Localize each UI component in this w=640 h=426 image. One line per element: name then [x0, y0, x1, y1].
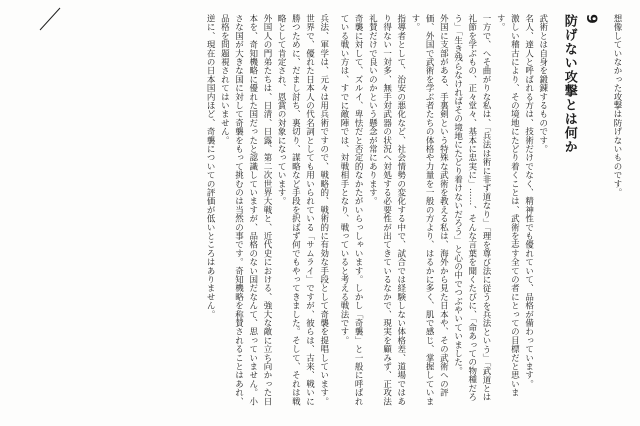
- section-number: 9: [582, 14, 599, 25]
- paragraph: 指導者として、治安の悪化など、社会情勢の変化する中で、試合では経験しない体格差、道場ではあり得ない一対多、無手対武器の状況へ対処する必要性が出てきているなかで、現実を顧みず、正攻法礼賛だけで良いのかという懸念が常にあります。: [367, 14, 406, 406]
- paragraph: 兵法、軍学は、元々は用兵術ですので、戦略的、戦術的に有効な手段として奇襲を提唱しています。: [318, 14, 329, 406]
- paragraph: 名人、達人と呼ばれる方は、技術だけでなく、精神性でも優れていて、品格が備わっています。: [523, 14, 534, 389]
- paragraph: 奇襲に対して、ズルイ、卑怯だと否定的なかたがいらっしゃいます。しかし「奇襲」と一般に呼ばれている戦い方は、すでに敵陣では、対戦相手となり、戦っていると考える戦法です。: [338, 14, 364, 406]
- section-heading: [558, 14, 602, 406]
- vertical-text-body: [14, 14, 624, 406]
- section-title: 防げない攻撃とは何か: [561, 14, 577, 154]
- paragraph: 逆に、現在の日本国内ほど、奇襲についての評価が低いところはありません。: [205, 14, 216, 319]
- paragraph: 武術とは自身を鍛錬するものです。: [537, 14, 548, 154]
- paragraph: 外国に支部がある、手裏剣という特殊な武術を教える私は、海外から見た日本や、その武術への評価、外国で武術を学ぶ者たちの体格や力量を一般の方より、はるかに多く、肌で感じ、掌握しています。: [409, 14, 449, 406]
- paragraph: 世界で、優れた日本人の代名詞としても用いられている「サムライ」ですが、彼らは、古来、戦いに勝つために、だまし討ち、裏切り、謀略など手段を択ばず何でもやってきました。そして、それは戦略として肯定され、恩賞の対象になっています。: [276, 14, 315, 406]
- paragraph: 激しい稽古により、その境地にたどり着くことは、武術を志す全ての者にとっての目標だと思います。: [495, 14, 520, 397]
- intro-line: 想像していなかった攻撃は防げないものです。: [612, 14, 622, 197]
- paragraph: 一方で、へそ曲がりな私は、「兵法は術に非ず道なり」「理を尊び法に従うを兵法という」「武道とは礼節を学ぶもの、正々堂々、基本に忠実に」……、そんな言葉を聞くたびに、「命あっての物種だろう」「生き残らなければその境地にたどり着けないだろう」と心の中でつぶやいていました。: [452, 14, 491, 402]
- paragraph: 外国人の門弟たちは、日清、日露、第二次世界大戦と、近代史における、強大な敵に立ち向かった日本を、奇知機略に優れた国だったと認識していますが、品格のない国だなんて、思っていません。小さな国が大きな国に対して奇襲をもって挑むのは当然の事です。奇知機略を称賛されることはあれ、品格を問題視されてはいません。: [219, 14, 272, 406]
